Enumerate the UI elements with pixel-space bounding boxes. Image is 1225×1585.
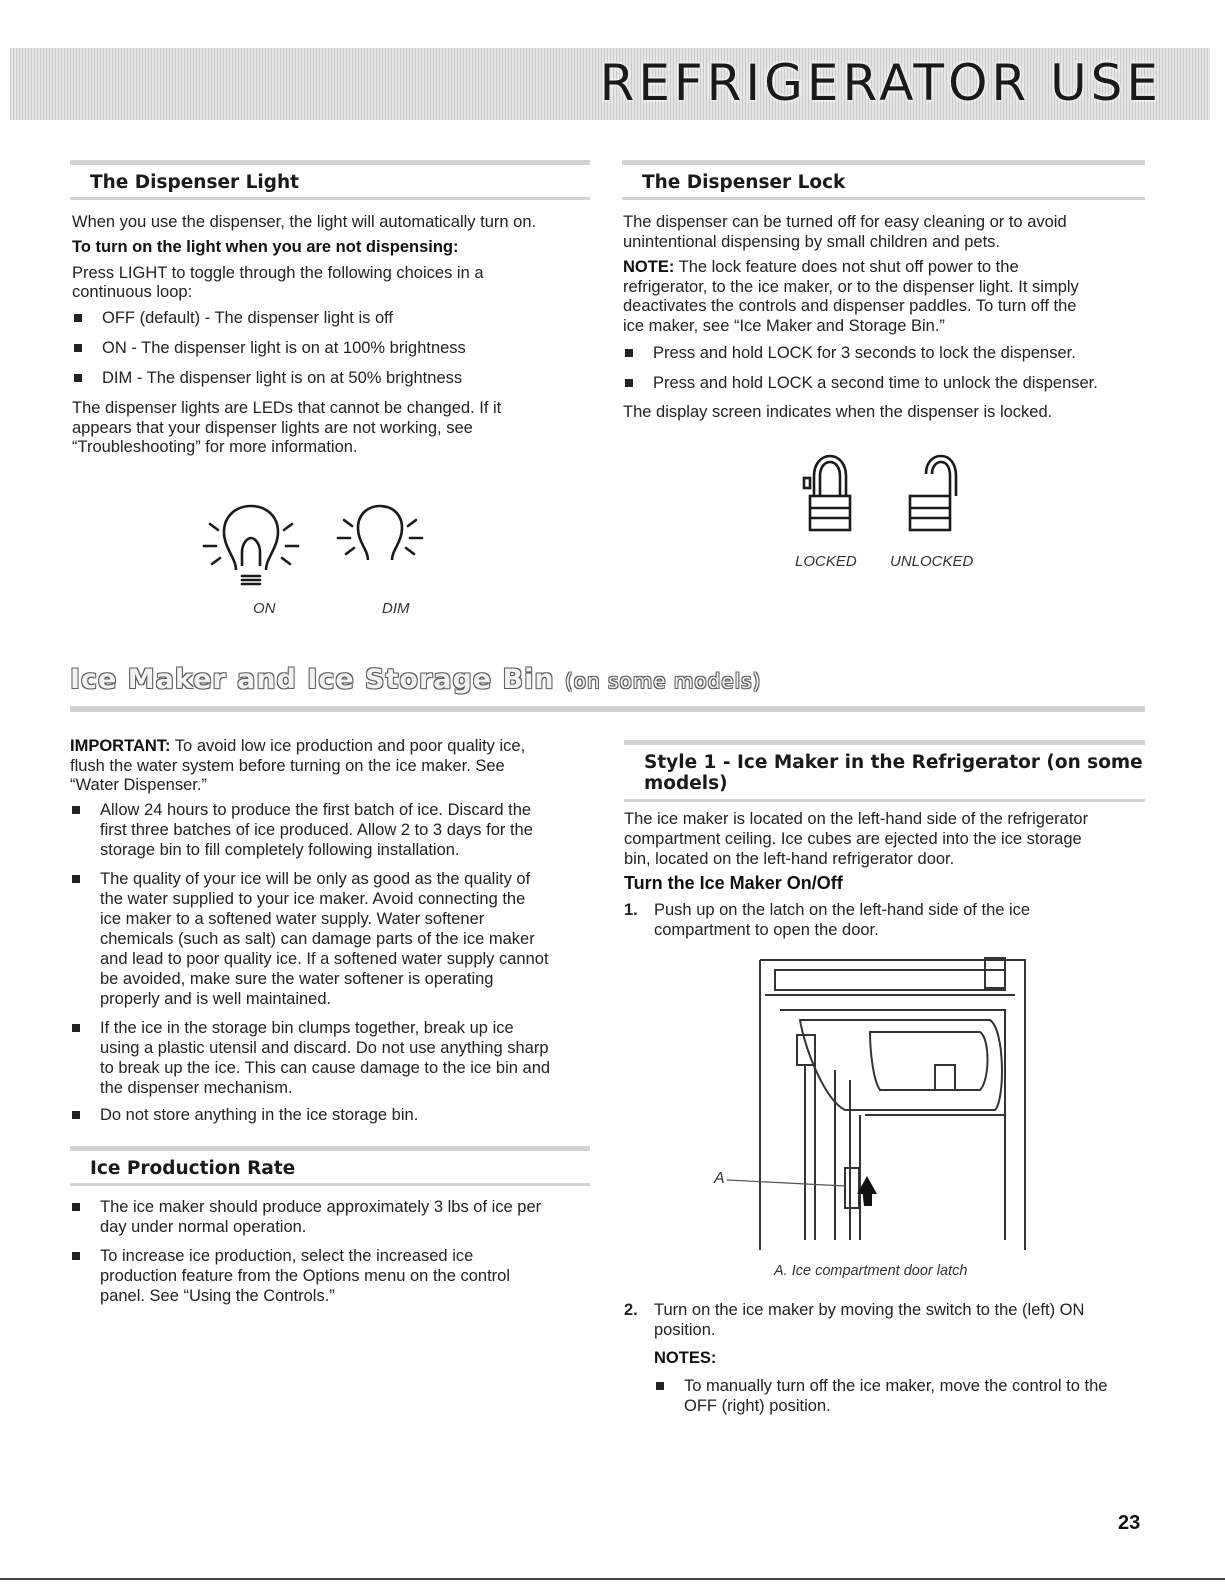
important-line2: flush the water system before turning on the ice maker. See <box>70 757 505 775</box>
list-item-line: To increase ice production, select the increased ice <box>100 1247 474 1265</box>
padlock-unlocked-icon <box>900 450 966 536</box>
page-title: REFRIGERATOR USE <box>599 54 1162 112</box>
caption-unlocked: UNLOCKED <box>890 553 974 570</box>
style1-subhead: Turn the Ice Maker On/Off <box>624 873 843 893</box>
list-item-line: production feature from the Options menu on the control <box>100 1267 510 1285</box>
important-label: IMPORTANT: <box>70 737 171 755</box>
list-item-line: and lead to poor quality ice. If a softened water supply cannot <box>100 950 549 968</box>
step-number: 2. <box>624 1301 638 1319</box>
list-item-line: To manually turn off the ice maker, move the control to the <box>684 1377 1108 1395</box>
list-item-line: OFF (right) position. <box>684 1397 831 1415</box>
page-number: 23 <box>1118 1512 1141 1534</box>
list-item <box>70 1018 550 1098</box>
important-text: To avoid low ice production and poor quality ice, <box>170 737 526 755</box>
step-line: Push up on the latch on the left-hand side of the ice <box>654 901 1031 919</box>
notes-label: NOTES: <box>654 1349 717 1367</box>
light-bulb-dim-icon <box>330 480 430 570</box>
list-item-line: Allow 24 hours to produce the first batch of ice. Discard the <box>100 801 532 819</box>
list-item: ON - The dispenser light is on at 100% brightness <box>72 338 466 358</box>
dispenser-lock-note-line3: deactivates the controls and dispenser paddles. To turn off the <box>623 297 1077 315</box>
figure-label-a: A <box>714 1170 725 1187</box>
list-item-line: ice maker to a softened water supply. Water softener <box>100 910 485 928</box>
ice-production-heading: Ice Production Rate <box>90 1158 296 1179</box>
style1-heading <box>644 752 1143 794</box>
list-item-line: chemicals (such as salt) can damage parts of the ice maker <box>100 930 535 948</box>
light-bulb-on-icon <box>196 480 306 592</box>
list-item-line: to break up the ice. This can cause damage to the ice bin and <box>100 1059 551 1077</box>
dispenser-light-press-line1: Press LIGHT to toggle through the following choices in a <box>72 264 484 282</box>
note-label: NOTE: <box>623 258 675 276</box>
style1-p-line3: bin, located on the left-hand refrigerator door. <box>624 850 955 868</box>
dispenser-light-subhead: To turn on the light when you are not dispensing: <box>72 238 459 256</box>
ice-maker-section-heading <box>70 664 761 695</box>
list-item-line: storage bin to fill completely following installation. <box>100 841 460 859</box>
list-item-line: the water supplied to your ice maker. Avoid connecting the <box>100 890 526 908</box>
ice-maker-heading-sub: (on some models) <box>564 669 762 693</box>
step-number: 1. <box>624 901 638 919</box>
list-item-line: If the ice in the storage bin clumps together, break up ice <box>100 1019 514 1037</box>
list-item-line: the dispenser mechanism. <box>100 1079 293 1097</box>
list-item: Press and hold LOCK for 3 seconds to lock the dispenser. <box>623 343 1076 363</box>
step-2 <box>624 1300 1085 1340</box>
step-line: position. <box>654 1321 716 1339</box>
list-item <box>70 1197 541 1237</box>
list-item-line: day under normal operation. <box>100 1218 307 1236</box>
list-item <box>654 1376 1107 1416</box>
note-text: The lock feature does not shut off power to the <box>674 258 1019 276</box>
dispenser-lock-note-line4: ice maker, see “Ice Maker and Storage Bin.” <box>623 317 945 335</box>
dispenser-lock-p1-line1: The dispenser can be turned off for easy cleaning or to avoid <box>623 213 1067 231</box>
step-1 <box>624 900 1031 940</box>
important-line3: “Water Dispenser.” <box>70 776 207 794</box>
list-item-line: The quality of your ice will be only as good as the quality of <box>100 870 531 888</box>
list-item-line: Do not store anything in the ice storage bin. <box>100 1106 419 1124</box>
list-item-line: properly and is well maintained. <box>100 990 332 1008</box>
dispenser-lock-heading: The Dispenser Lock <box>642 172 846 193</box>
header-banner <box>10 48 1210 120</box>
style1-p-line2: compartment ceiling. Ice cubes are ejected into the ice storage <box>624 830 1082 848</box>
dispenser-light-press-line2: continuous loop: <box>72 283 193 301</box>
icon-dim-caption: DIM <box>382 600 410 617</box>
important-line1 <box>70 736 525 756</box>
list-item <box>70 869 549 1009</box>
list-item-line: be avoided, make sure the water softener is operating <box>100 970 494 988</box>
list-item: DIM - The dispenser light is on at 50% brightness <box>72 368 462 388</box>
list-item-line: The ice maker should produce approximately 3 lbs of ice per <box>100 1198 542 1216</box>
bottom-rule <box>0 1578 1225 1580</box>
style1-p-line1: The ice maker is located on the left-hand side of the refrigerator <box>624 810 1089 828</box>
style1-heading-line2: models) <box>644 773 728 794</box>
step-line: compartment to open the door. <box>654 921 879 939</box>
dispenser-lock-display-text: The display screen indicates when the dispenser is locked. <box>623 403 1053 421</box>
dispenser-lock-p1-line2: unintentional dispensing by small children and pets. <box>623 233 1000 251</box>
ice-production-heading-bar <box>70 1146 590 1186</box>
list-item <box>70 1105 418 1125</box>
icon-on-caption: ON <box>253 600 276 617</box>
dispenser-light-leds-line1: The dispenser lights are LEDs that cannot be changed. If it <box>72 399 502 417</box>
dispenser-light-heading-bar <box>70 160 590 200</box>
padlock-locked-icon <box>800 450 860 536</box>
step-line: Turn on the ice maker by moving the switch to the (left) ON <box>654 1301 1085 1319</box>
dispenser-light-heading: The Dispenser Light <box>90 172 299 193</box>
style1-heading-bar <box>624 740 1145 802</box>
dispenser-lock-note-line2: refrigerator, to the ice maker, or to the dispenser light. It simply <box>623 278 1079 296</box>
dispenser-light-leds-line3: “Troubleshooting” for more information. <box>72 438 358 456</box>
list-item: Press and hold LOCK a second time to unlock the dispenser. <box>623 373 1098 393</box>
dispenser-light-leds-line2: appears that your dispenser lights are not working, see <box>72 419 473 437</box>
ice-maker-heading-main: Ice Maker and Ice Storage Bin <box>70 664 555 695</box>
dispenser-lock-note-line1 <box>623 257 1019 277</box>
list-item <box>70 800 533 860</box>
list-item-line: panel. See “Using the Controls.” <box>100 1287 335 1305</box>
section-divider <box>70 706 1145 712</box>
style1-heading-line1: Style 1 - Ice Maker in the Refrigerator (on some <box>644 752 1143 773</box>
dispenser-light-intro: When you use the dispenser, the light will automatically turn on. <box>72 213 537 231</box>
list-item-line: using a plastic utensil and discard. Do not use anything sharp <box>100 1039 549 1057</box>
ice-compartment-illustration <box>705 950 1060 1255</box>
caption-locked: LOCKED <box>795 553 857 570</box>
list-item <box>70 1246 510 1306</box>
figure-caption: A. Ice compartment door latch <box>774 1263 968 1279</box>
dispenser-lock-heading-bar <box>622 160 1145 200</box>
list-item: OFF (default) - The dispenser light is off <box>72 308 393 328</box>
list-item-line: first three batches of ice produced. Allow 2 to 3 days for the <box>100 821 533 839</box>
